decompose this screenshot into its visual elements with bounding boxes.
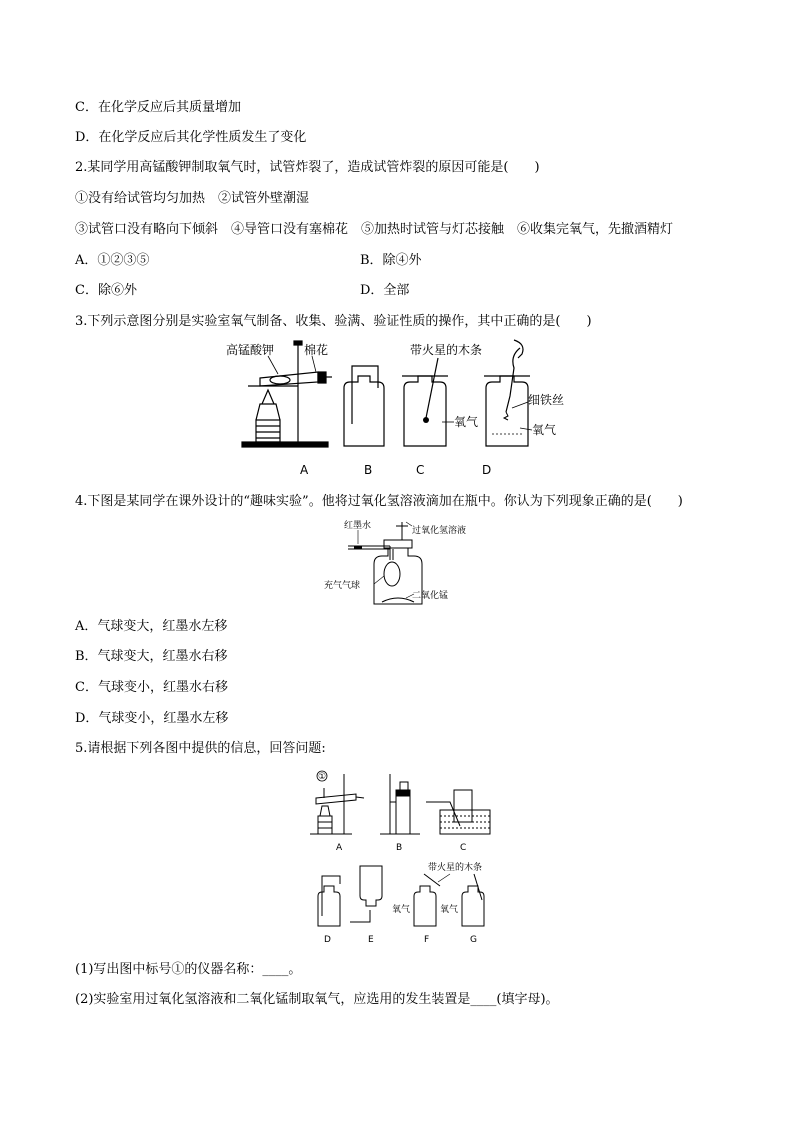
q5-letter-a: A [336,843,343,853]
q5-apparatus-d [318,876,340,926]
q5-letter-b: B [396,843,403,853]
q3-letter-b: B [364,463,373,477]
q4-option-a: A．气球变大，红墨水左移 [75,619,228,634]
q5-letter-d: D [324,935,331,945]
q5-apparatus-f [414,874,440,926]
q5-label-oxygen-f: 氧气 [392,905,411,915]
q5-apparatus-a [310,774,364,834]
q4-label-h2o2: 过氧化氢溶液 [412,526,467,536]
q5-letter-c: C [460,843,467,853]
q3-apparatus-c [402,358,448,446]
q2-option-a: A．①②③⑤ [75,253,150,268]
q4-figure [318,516,478,608]
question-3: 3.下列示意图分别是实验室氧气制备、收集、验满、验证性质的操作，其中正确的是( ) [75,314,592,329]
question-5: 5.请根据下列各图中提供的信息，回答问题: [75,741,326,756]
q5-label-splint: 带火星的木条 [428,863,483,873]
q3-label-oxygen-c: 氧气 [454,415,479,429]
q5-apparatus-g [462,874,484,926]
q4-option-d: D．气球变小，红墨水左移 [75,711,229,726]
q3-label-splint: 带火星的木条 [410,343,483,357]
q2-option-b: B．除④外 [360,253,422,268]
q4-label-ink: 红墨水 [344,521,372,531]
q3-figure [220,338,565,480]
q4-label-mno2: 二氧化锰 [412,591,449,601]
q3-letter-c: C [416,463,425,477]
q4-label-balloon: 充气气球 [324,581,361,591]
q3-apparatus-d [484,340,530,446]
q5-letter-f: F [424,935,430,945]
q5-part-2: (2)实验室用过氧化氢溶液和二氧化锰制取氧气，应选用的发生装置是____(填字母)。 [75,992,559,1007]
q3-letter-a: A [300,463,309,477]
q2-option-c: C．除⑥外 [75,283,137,298]
q3-label-oxygen-d: 氧气 [532,423,557,437]
q3-label-wire: 细铁丝 [528,393,565,407]
q3-letter-d: D [482,463,492,477]
q5-letter-g: G [470,935,477,945]
q5-label-num1: ① [318,772,327,782]
q5-apparatus-e [350,866,382,922]
question-2: 2.某同学用高锰酸钾制取氧气时，试管炸裂了，造成试管炸裂的原因可能是( ) [75,160,540,175]
q5-apparatus-c [426,790,490,834]
q4-option-b: B．气球变大，红墨水右移 [75,649,228,664]
q5-apparatus-b [380,774,420,834]
q5-letter-e: E [368,935,374,945]
q5-figure [300,766,510,948]
q2-reasons-row-2: ③试管口没有略向下倾斜 ④导管口没有塞棉花 ⑤加热时试管与灯芯接触 ⑥收集完氧气，先撤酒精灯 [75,222,674,237]
question-4: 4.下图是某同学在课外设计的“趣味实验”。他将过氧化氢溶液滴加在瓶中。你认为下列现象正确的是( ) [75,494,683,509]
q4-option-c: C．气球变小，红墨水右移 [75,680,228,695]
q1-option-d: D．在化学反应后其化学性质发生了变化 [75,130,307,145]
q3-label-cotton: 棉花 [304,343,329,357]
q2-option-d: D．全部 [360,283,410,298]
q1-option-c: C．在化学反应后其质量增加 [75,100,241,115]
q3-apparatus-b [344,366,384,446]
q5-label-oxygen-g: 氧气 [440,905,459,915]
q5-part-1: (1)写出图中标号①的仪器名称：____。 [75,962,302,977]
q2-reasons-row-1: ①没有给试管均匀加热 ②试管外壁潮湿 [75,191,310,206]
q3-label-kmno4: 高锰酸钾 [226,343,275,357]
